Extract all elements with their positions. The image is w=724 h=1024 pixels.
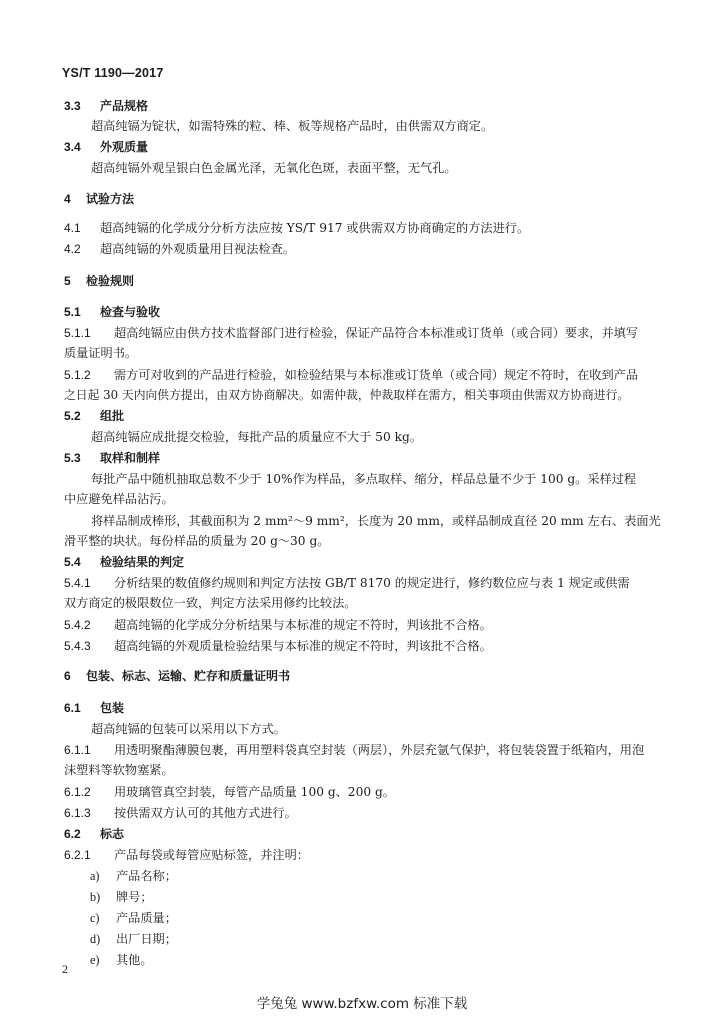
section-5-1-heading: 5.1 检查与验收 xyxy=(64,305,161,319)
section-5-1-1-line-1: 5.1.1 超高纯镉应由供方技术监督部门进行检验，保证产品符合本标准或订货单（或合同）要求，并填写 xyxy=(64,326,639,340)
section-5-3-heading: 5.3 取样和制样 xyxy=(64,451,161,465)
page-number: 2 xyxy=(62,962,68,976)
section-5-heading: 5 检验规则 xyxy=(64,274,135,288)
section-5-1-2-line-1: 5.1.2 需方可对收到的产品进行检验，如检验结果与本标准或订货单（或合同）规定不符时，在收到产品 xyxy=(64,368,639,382)
section-5-4-1-line-2: 双方商定的极限数位一致，判定方法采用修约比较法。 xyxy=(64,596,357,610)
section-5-1-1-line-2: 质量证明书。 xyxy=(64,346,138,360)
section-5-3-para-2-line-2: 滑平整的块状。每份样品的质量为 20 g～30 g。 xyxy=(64,534,330,548)
section-5-3-para-1-line-2: 中应避免样品沾污。 xyxy=(64,492,174,506)
section-5-1-2-line-2: 之日起 30 天内向供方提出，由双方协商解决。如需仲裁，仲裁取样在需方，相关事项由供需双方协商进行。 xyxy=(64,388,630,402)
section-6-1-heading: 6.1 包装 xyxy=(64,701,125,715)
section-6-1-2: 6.1.2 用玻璃管真空封装，每管产品质量 100 g、200 g。 xyxy=(64,785,395,799)
section-6-2-heading: 6.2 标志 xyxy=(64,827,125,841)
standard-code: YS/T 1190—2017 xyxy=(62,66,164,80)
section-6-heading: 6 包装、标志、运输、贮存和质量证明书 xyxy=(64,669,291,683)
section-6-1-3: 6.1.3 按供需双方认可的其他方式进行。 xyxy=(64,806,297,820)
section-5-4-1-line-1: 5.4.1 分析结果的数值修约规则和判定方法按 GB/T 8170 的规定进行，修约数位应与表 1 规定或供需 xyxy=(64,576,630,590)
section-3-4-text: 超高纯镉外观呈银白色金属光泽，无氧化色斑，表面平整，无气孔。 xyxy=(91,161,457,175)
list-item: b) 牌号； xyxy=(90,890,153,904)
section-5-4-2: 5.4.2 超高纯镉的化学成分分析结果与本标准的规定不符时，判该批不合格。 xyxy=(64,618,492,632)
section-5-3-para-2-line-1: 将样品制成棒形，其截面积为 2 mm²～9 mm²，长度为 20 mm，或样品制成直径 20 mm 左右、表面光 xyxy=(91,514,661,528)
section-4-heading: 4 试验方法 xyxy=(64,192,135,206)
section-6-1-text: 超高纯镉的包装可以采用以下方式。 xyxy=(91,722,286,736)
section-6-1-1-line-1: 6.1.1 用透明聚酯薄膜包裹，再用塑料袋真空封装（两层），外层充氩气保护，将包装袋置于纸箱内，用泡 xyxy=(64,743,645,757)
section-5-4-heading: 5.4 检验结果的判定 xyxy=(64,555,185,569)
footer-watermark: 学兔兔 www.bzfxw.com 标准下载 xyxy=(256,996,468,1012)
section-4-1: 4.1 超高纯镉的化学成分分析方法应按 YS/T 917 或供需双方协商确定的方法进行。 xyxy=(64,221,530,235)
list-item: e) 其他。 xyxy=(90,953,153,967)
section-3-4-heading: 3.4 外观质量 xyxy=(64,140,149,154)
section-3-3-text: 超高纯镉为锭状，如需特殊的粒、棒、板等规格产品时，由供需双方商定。 xyxy=(91,119,494,133)
section-3-3-heading: 3.3 产品规格 xyxy=(64,99,149,113)
section-6-1-1-line-2: 沫塑料等软物塞紧。 xyxy=(64,763,174,777)
section-4-2: 4.2 超高纯镉的外观质量用目视法检查。 xyxy=(64,242,295,256)
list-item: d) 出厂日期； xyxy=(90,932,177,946)
section-5-2-text: 超高纯镉应成批提交检验，每批产品的质量应不大于 50 kg。 xyxy=(91,430,422,444)
section-5-2-heading: 5.2 组批 xyxy=(64,409,125,423)
list-item: a) 产品名称； xyxy=(90,869,177,883)
section-5-4-3: 5.4.3 超高纯镉的外观质量检验结果与本标准的规定不符时，判该批不合格。 xyxy=(64,639,492,653)
section-5-3-para-1-line-1: 每批产品中随机抽取总数不少于 10%作为样品，多点取样、缩分，样品总量不少于 100 g。采样过程 xyxy=(91,472,637,486)
list-item: c) 产品质量； xyxy=(90,911,177,925)
section-6-2-1: 6.2.1 产品每袋或每管应贴标签，并注明： xyxy=(64,848,309,862)
